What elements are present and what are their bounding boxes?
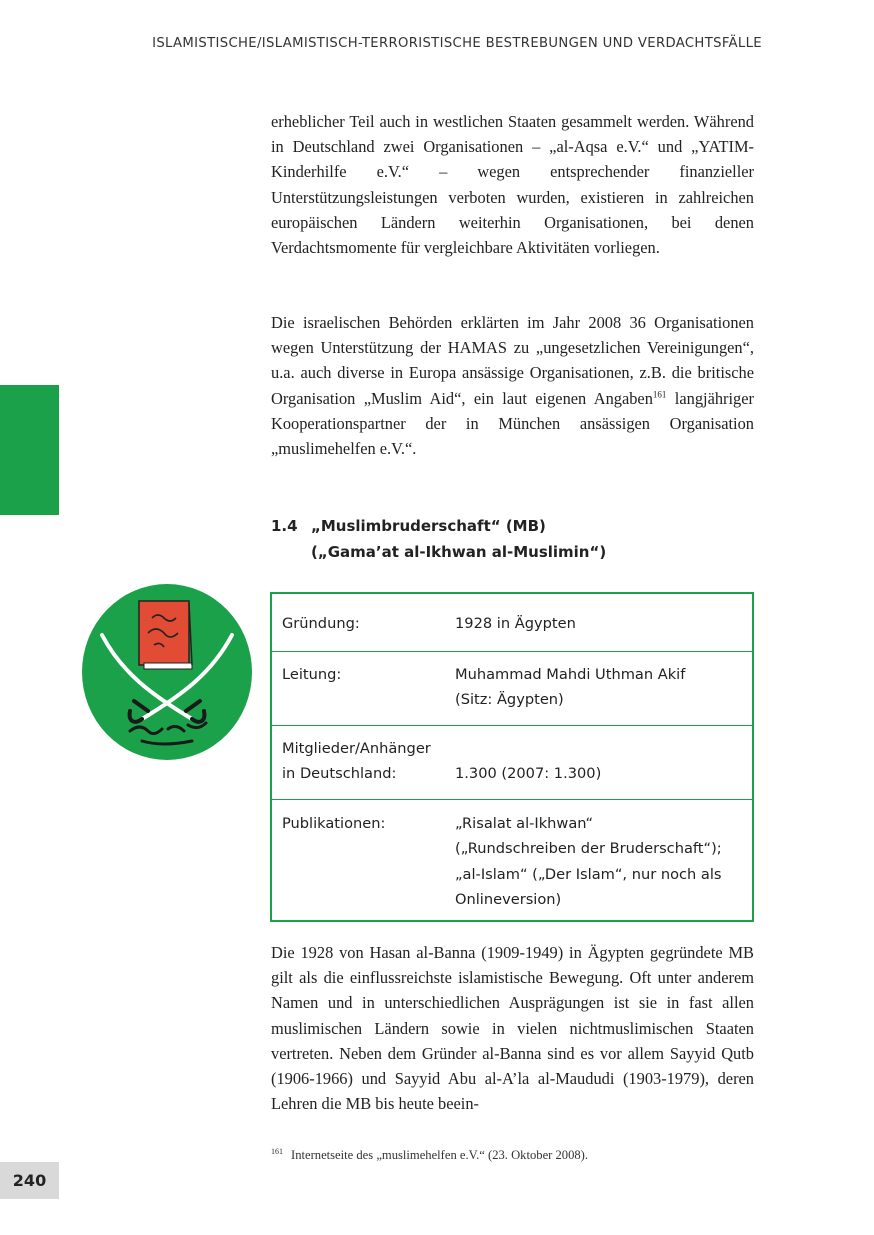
table-row	[272, 594, 752, 651]
paragraph-2-text-continued: langjähriger Kooperationspartner der in München ansässigen Organisation „muslimehelfen e.V.“.	[271, 388, 754, 459]
row-value-founding: 1928 in Ägypten	[455, 615, 576, 632]
paragraph-3: Die 1928 von Hasan al-Banna (1909-1949) in Ägypten gegründete MB gilt als die einflussreichste islamistische Bewegung. Oft unter anderem Namen und in unterschiedlichen Ausprägungen ist sie in fast allen muslimischen Ländern sowie in vielen nichtmuslimischen Staaten vertreten. Neben dem Gründer al-Banna sind es vor allem Sayyid Qutb (1906-1966) und Sayyid Abu al-A’la al-Maududi (1903-1979), deren Lehren die MB bis heute beein-	[271, 943, 754, 1114]
footnote	[271, 1147, 754, 1163]
footnote-mark: 161	[271, 1147, 283, 1156]
table-row	[272, 799, 752, 920]
row-value-publications: „Risalat al-Ikhwan“ („Rundschreiben der Bruderschaft“); „al-Islam“ („Der Islam“, nur noch als Onlineversion)	[455, 814, 722, 908]
paragraph-2	[271, 310, 754, 461]
paragraph-1: erheblicher Teil auch in westlichen Staaten gesammelt werden. Während in Deutschland zwei Organisationen – „al-Aqsa e.V.“ und „YATIM-Kinderhilfe e.V.“ – wegen entsprechender finanzieller Unterstützungsleistungen verboten wurden, existieren in zahlreichen europäischen Ländern weiterhin Organisationen, bei denen Verdachtsmomente für vergleichbare Aktivitäten vorliegen.	[271, 112, 754, 258]
row-value-members: 1.300 (2007: 1.300)	[455, 765, 602, 782]
row-label-members: Mitglieder/Anhänger in Deutschland:	[282, 739, 431, 782]
row-label-publications: Publikationen:	[282, 814, 386, 832]
footnote-reference: 161	[652, 389, 667, 400]
row-label-founding: Gründung:	[282, 615, 360, 632]
table-row	[272, 725, 752, 799]
muslim-brotherhood-emblem-icon	[82, 583, 252, 761]
table-row	[272, 651, 752, 725]
footnote-text: Internetseite des „muslimehelfen e.V.“ (23. Oktober 2008).	[291, 1148, 589, 1163]
page-number: 240	[0, 1162, 59, 1199]
chapter-tab-marker	[0, 385, 59, 515]
section-number: 1.4	[271, 517, 298, 535]
paragraph-2-text: Die israelischen Behörden erklärten im Jahr 2008 36 Organisationen wegen Unterstützung der HAMAS zu „ungesetzlichen Vereinigungen“, u.a. auch diverse in Europa ansässige Organisationen, z.B. die britische Organisation „Muslim Aid“, ein laut eigenen Angaben	[271, 313, 754, 408]
running-head: ISLAMISTISCHE/ISLAMISTISCH-TERRORISTISCHE BESTREBUNGEN UND VERDACHTSFÄLLE	[152, 36, 762, 51]
section-heading	[271, 513, 754, 565]
section-title-line-1: „Muslimbruderschaft“ (MB)	[311, 517, 546, 535]
section-title-line-2: („Gama’at al-Ikhwan al-Muslimin“)	[311, 543, 607, 561]
row-value-leadership: Muhammad Mahdi Uthman Akif (Sitz: Ägypten)	[455, 665, 686, 708]
row-label-leadership: Leitung:	[282, 665, 342, 683]
organization-info-table	[270, 592, 754, 922]
